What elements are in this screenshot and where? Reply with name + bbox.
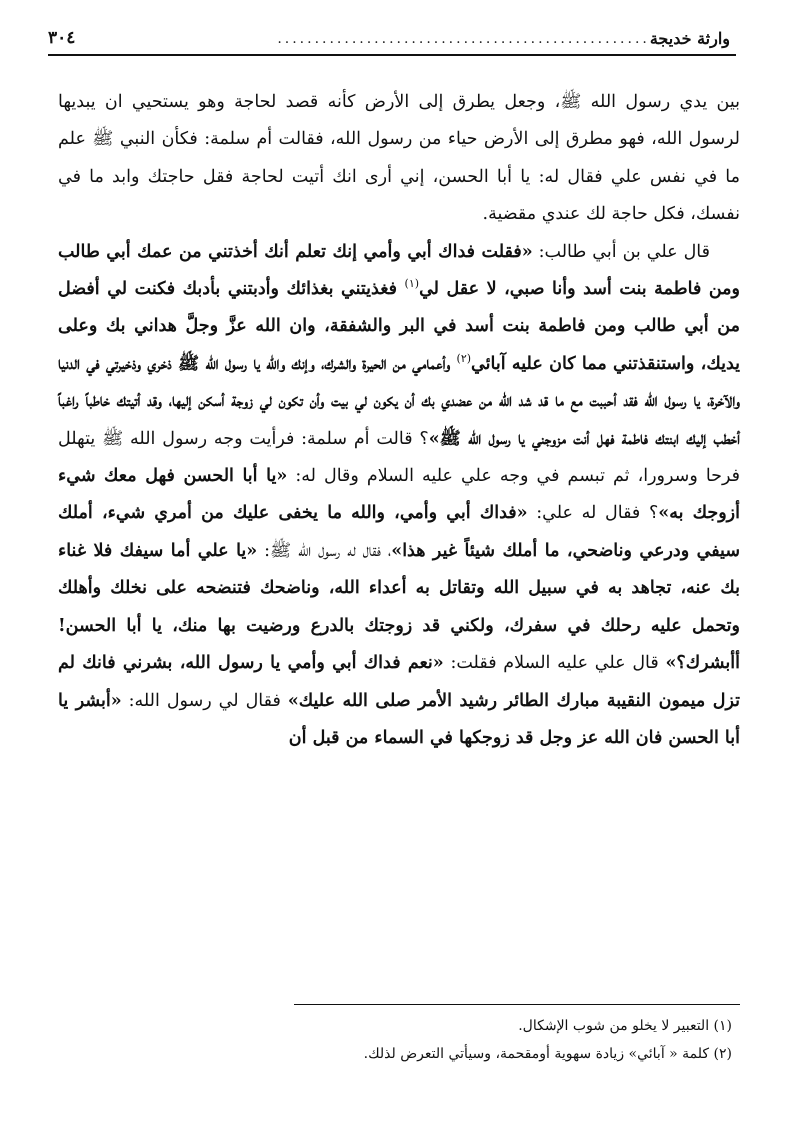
footnote-1: (١) التعبير لا يخلو من شوب الإشكال. xyxy=(518,1018,732,1034)
p2-narration-4: قال علي عليه السلام فقلت: xyxy=(443,653,666,674)
p2-quote-ali-1: «فقلت فداك أبي وأمي إنك تعلم أنك أخذتني من عمك أبي طالب ومن فاطمة بنت أسد وأنا صبي، لا عقل لي xyxy=(58,241,740,300)
running-title: وارثة خديجة xyxy=(649,29,730,48)
p2-quote-prophet-3: «أبشر يا أبا الحسن فان الله عز وجل قد زوجكها في السماء من قبل أن xyxy=(58,690,740,748)
header-dots: .................................................. xyxy=(277,31,650,47)
p2-narration-5: فقال لي رسول الله: xyxy=(121,690,288,711)
page-header xyxy=(48,30,736,56)
footnote-2: (٢) كلمة « آبائي» زيادة سهوية أومقحمة، وسيأتي التعرض لذلك. xyxy=(363,1046,732,1062)
footnote-ref-1[interactable]: (١) xyxy=(404,277,420,291)
p2-narration-2: ؟ فقال له علي: xyxy=(527,503,659,524)
footnotes xyxy=(58,1012,732,1068)
footnote-divider xyxy=(294,1004,740,1005)
p2-quote-ali-2: فغذيتني بغذائك وأدبتني بأدبك فكنت لي أفضل من أبي طالب ومن فاطمة بنت أسد في البر والشفقة، وان الله عزَّ وجلَّ هداني بك وعلى يديك، واستنقذتني مما كان عليه آبائي xyxy=(58,279,740,374)
page-number: ٣٠٤ xyxy=(48,28,76,48)
p2-narration-1: ؟ قالت أم سلمة: فرأيت وجه رسول الله ﷺ يتهلل فرحا وسرورا، ثم تبسم في وجه علي عليه السلام وقال له: xyxy=(58,428,740,487)
paragraph-1: بين يدي رسول الله ﷺ، وجعل يطرق إلى الأرض كأنه قصد لحاجة وهو يستحيي ان يبديها لرسول الله، فهو مطرق إلى الأرض حياء من رسول الله، فقالت أم سلمة: فكأن النبي ﷺ علم ما في نفس علي فقال له: يا أبا الحسن، إني أرى انك أتيت لحاجة فقل حاجتك وابد ما في نفسك، فكل حاجة لك عندي مقضية. xyxy=(58,92,740,225)
p2-quote-ali-3: وأعمامي من الحيرة والشرك، وإنك والله يا رسول الله ﷺ ذخري وذخيرتي في الدنيا والآخرة، يا رسول الله فقد أحببت مع ما قد شد الله من عضدي بك أن يكون لي بيت وأن تكون لي زوجة أسكن إليها، وقد أتيتك خاطباً راغباً أخطب إليك ابنتك فاطمة فهل أنت مزوجني يا رسول الله ﷺ» xyxy=(58,353,741,449)
main-text xyxy=(58,84,740,757)
p2-intro: قال علي بن أبي طالب: xyxy=(532,241,711,262)
p2-quote-prophet-2: «يا علي أما سيفك فلا غناء بك عنه، تجاهد به في سبيل الله وتقاتل به أعداء الله، وناضحك فتنضحه على نخلك وأهلك وتحمل عليه رحلك في سفرك، ولكني قد زوجتك بالدرع ورضيت بها منك، يا أبا الحسن! أأبشرك؟» xyxy=(58,540,740,674)
p2-quote-ali-5: «نعم فداك أبي وأمي يا رسول الله، بشرني فانك لم تزل ميمون النقيبة مبارك الطائر رشيد الأمر صلى الله عليك» xyxy=(58,653,741,711)
p2-quote-prophet-1: «يا أبا الحسن فهل معك شيء أزوجك به» xyxy=(58,466,740,524)
paragraph-2 xyxy=(58,234,740,758)
header-leader xyxy=(48,28,650,48)
p2-quote-ali-4: «فداك أبي وأمي، والله ما يخفى عليك من أمري شيء، أملك سيفي ودرعي وناضحي، ما أملك شيئاً غير هذا» xyxy=(58,503,741,561)
p2-narration-3: ، فقال له رسول الله ﷺ: xyxy=(257,540,392,561)
footnote-ref-2[interactable]: (٢) xyxy=(456,352,472,366)
